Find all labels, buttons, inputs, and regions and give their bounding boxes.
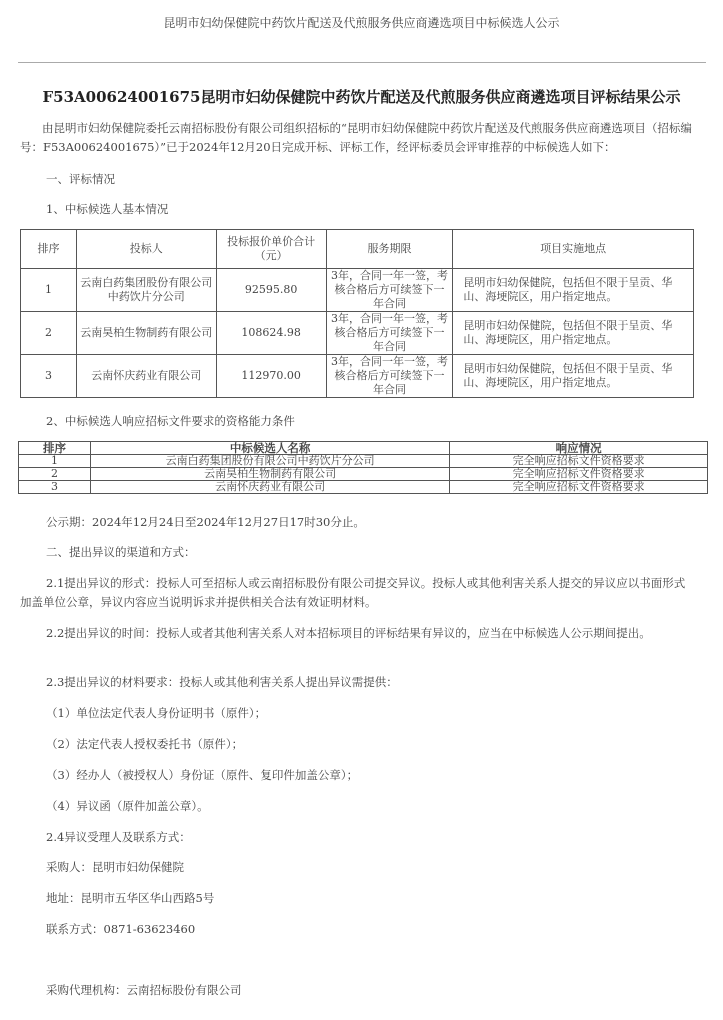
cell-rank: 3: [19, 481, 91, 494]
table-row: [19, 455, 708, 468]
subsection-candidates-heading: 1、中标候选人基本情况: [46, 202, 169, 216]
col-header-price: 投标报价单价合计（元）: [216, 230, 326, 269]
table-row: [19, 481, 708, 494]
cell-candidate-name: 云南昊柏生物制药有限公司: [90, 468, 449, 481]
table-row: [21, 269, 694, 312]
col-header-bidder: 投标人: [76, 230, 216, 269]
cell-response: 完全响应招标文件资格要求: [450, 468, 708, 481]
objection-form-paragraph: 2.1提出异议的形式：投标人可至招标人或云南招标股份有限公司提交异议。投标人或其他利害关系人提交的异议应以书面形式加盖单位公章，异议内容应当说明诉求并提供相关合法有效证明材料。: [20, 576, 686, 609]
candidates-table: [20, 229, 694, 398]
cell-bidder: 云南昊柏生物制药有限公司: [76, 312, 216, 355]
col-header-location: 项目实施地点: [453, 230, 694, 269]
cell-service-period: 3年，合同一年一签，考核合格后方可续签下一年合同: [326, 269, 453, 312]
cell-rank: 1: [19, 455, 91, 468]
contact-phone: 联系方式：0871-63623460: [46, 922, 196, 936]
col-header-service-period: 服务期限: [326, 230, 453, 269]
col-header-rank: 排序: [19, 442, 91, 455]
cell-rank: 3: [21, 355, 77, 398]
cell-service-period: 3年，合同一年一签，考核合格后方可续签下一年合同: [326, 312, 453, 355]
cell-rank: 2: [21, 312, 77, 355]
address: 地址：昆明市五华区华山西路5号: [46, 891, 215, 905]
divider: [18, 62, 706, 63]
page-header: 昆明市妇幼保健院中药饮片配送及代煎服务供应商遴选项目中标候选人公示: [163, 16, 560, 30]
intro-paragraph: 由昆明市妇幼保健院委托云南招标股份有限公司组织招标的“昆明市妇幼保健院中药饮片配送及代煎服务供应商遴选项目（招标编号：F53A00624001675）”已于2024年12月20日完成开标、评标工作，经评标委员会评审推荐的中标候选人如下：: [20, 121, 692, 154]
col-header-response: 响应情况: [450, 442, 708, 455]
cell-rank: 1: [21, 269, 77, 312]
cell-location: 昆明市妇幼保健院，包括但不限于呈贡、华山、海埂院区，用户指定地点。: [453, 312, 694, 355]
objection-contact-heading: 2.4异议受理人及联系方式：: [46, 830, 191, 844]
cell-bidder: 云南白药集团股份有限公司中药饮片分公司: [76, 269, 216, 312]
list-item: （3）经办人（被授权人）身份证（原件、复印件加盖公章）；: [46, 768, 359, 782]
cell-location: 昆明市妇幼保健院，包括但不限于呈贡、华山、海埂院区，用户指定地点。: [453, 269, 694, 312]
subsection-qualification-heading: 2、中标候选人响应招标文件要求的资格能力条件: [46, 414, 295, 428]
objection-materials-paragraph: 2.3提出异议的材料要求：投标人或其他利害关系人提出异议需提供：: [46, 675, 398, 689]
list-item: （2）法定代表人授权委托书（原件）；: [46, 737, 244, 751]
table-header-row: [19, 442, 708, 455]
cell-response: 完全响应招标文件资格要求: [450, 455, 708, 468]
cell-service-period: 3年，合同一年一签，考核合格后方可续签下一年合同: [326, 355, 453, 398]
table-row: [21, 355, 694, 398]
cell-candidate-name: 云南怀庆药业有限公司: [90, 481, 449, 494]
purchaser: 采购人：昆明市妇幼保健院: [46, 860, 184, 874]
table-row: [19, 468, 708, 481]
cell-location: 昆明市妇幼保健院，包括但不限于呈贡、华山、海埂院区，用户指定地点。: [453, 355, 694, 398]
page-title: F53A00624001675昆明市妇幼保健院中药饮片配送及代煎服务供应商遴选项目评标结果公示: [42, 88, 681, 106]
qualification-table: [18, 441, 708, 494]
table-header-row: [21, 230, 694, 269]
col-header-rank: 排序: [21, 230, 77, 269]
procurement-agency: 采购代理机构：云南招标股份有限公司: [46, 983, 242, 997]
section-objection-heading: 二、提出异议的渠道和方式：: [46, 545, 196, 559]
cell-bidder: 云南怀庆药业有限公司: [76, 355, 216, 398]
cell-price: 112970.00: [216, 355, 326, 398]
cell-price: 108624.98: [216, 312, 326, 355]
cell-price: 92595.80: [216, 269, 326, 312]
list-item: （1）单位法定代表人身份证明书（原件）；: [46, 706, 267, 720]
objection-time-paragraph: 2.2提出异议的时间：投标人或者其他利害关系人对本招标项目的评标结果有异议的，应当在中标候选人公示期间提出。: [46, 626, 651, 640]
cell-rank: 2: [19, 468, 91, 481]
publicity-period: 公示期：2024年12月24日至2024年12月27日17时30分止。: [46, 515, 365, 529]
section-evaluation-heading: 一、评标情况: [46, 172, 115, 186]
cell-candidate-name: 云南白药集团股份有限公司中药饮片分公司: [90, 455, 449, 468]
table-row: [21, 312, 694, 355]
cell-response: 完全响应招标文件资格要求: [450, 481, 708, 494]
col-header-candidate-name: 中标候选人名称: [90, 442, 449, 455]
list-item: （4）异议函（原件加盖公章）。: [46, 799, 209, 813]
